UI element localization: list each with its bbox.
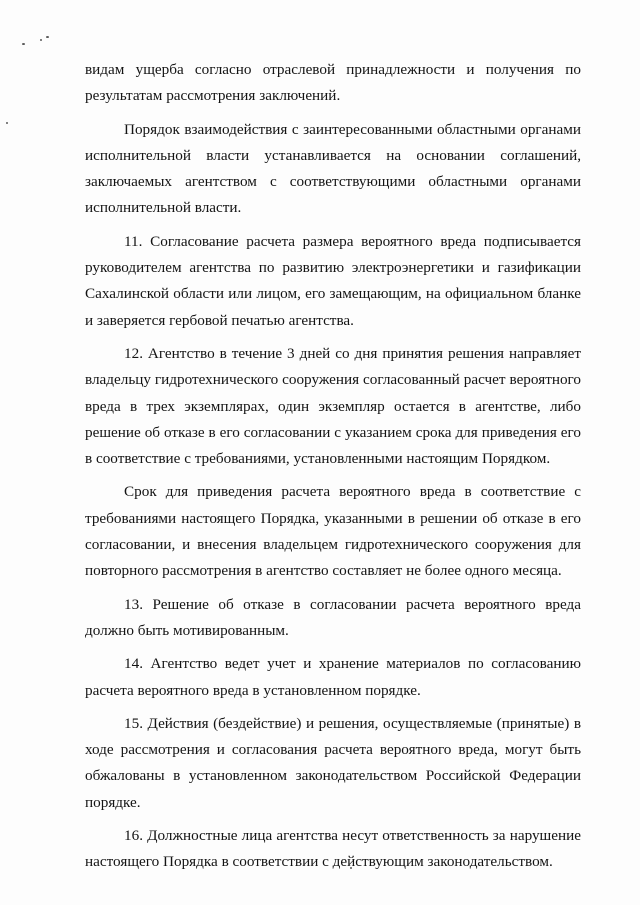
paragraph-item-12: 12. Агентство в течение 3 дней со дня принятия решения направляет владельцу гидротехнического сооружения согласованный расчет вероятного вреда в трех экземплярах, один экземпляр остается в агентстве, либо решение об отказе в его согласовании с указанием срока для приведения его в соответствие с требованиями, установленными настоящим Порядком. xyxy=(85,344,581,468)
document-body xyxy=(85,57,581,883)
paragraph-item-11: 11. Согласование расчета размера вероятного вреда подписывается руководителем агентства по развитию электроэнергетики и газификации Сахалинской области или лицом, его замещающим, на официальном бланке и заверяется гербовой печатью агентства. xyxy=(85,232,581,329)
paragraph-item-15: 15. Действия (бездействие) и решения, осуществляемые (принятые) в ходе рассмотрения и согласования расчета вероятного вреда, могут быть обжалованы в установленном законодательством Российской Федерации порядке. xyxy=(85,714,581,811)
scan-speck xyxy=(22,43,25,45)
paragraph-continuation: видам ущерба согласно отраслевой принадлежности и получения по результатам рассмотрения заключений. xyxy=(85,61,581,105)
paragraph-item-13: 13. Решение об отказе в согласовании расчета вероятного вреда должно быть мотивированным. xyxy=(85,595,581,639)
paragraph-item-14: 14. Агентство ведет учет и хранение материалов по согласованию расчета вероятного вреда в установленном порядке. xyxy=(85,655,581,699)
scan-speck xyxy=(40,39,42,41)
scan-speck xyxy=(6,122,8,124)
scan-speck xyxy=(46,36,49,38)
paragraph-item-16: 16. Должностные лица агентства несут ответственность за нарушение настоящего Порядка в соответствии с действующим законодательством. xyxy=(85,827,581,871)
paragraph-interaction-procedure: Порядок взаимодействия с заинтересованными областными органами исполнительной власти устанавливается на основании соглашений, заключаемых агентством с соответствующими областными органами исполнительной власти. xyxy=(85,120,581,217)
paragraph-correction-deadline: Срок для приведения расчета вероятного вреда в соответствие с требованиями настоящего Порядка, указанными в решении об отказе в его согласовании, и внесения владельцем гидротехнического сооружения для повторного рассмотрения в агентство составляет не более одного месяца. xyxy=(85,483,581,580)
